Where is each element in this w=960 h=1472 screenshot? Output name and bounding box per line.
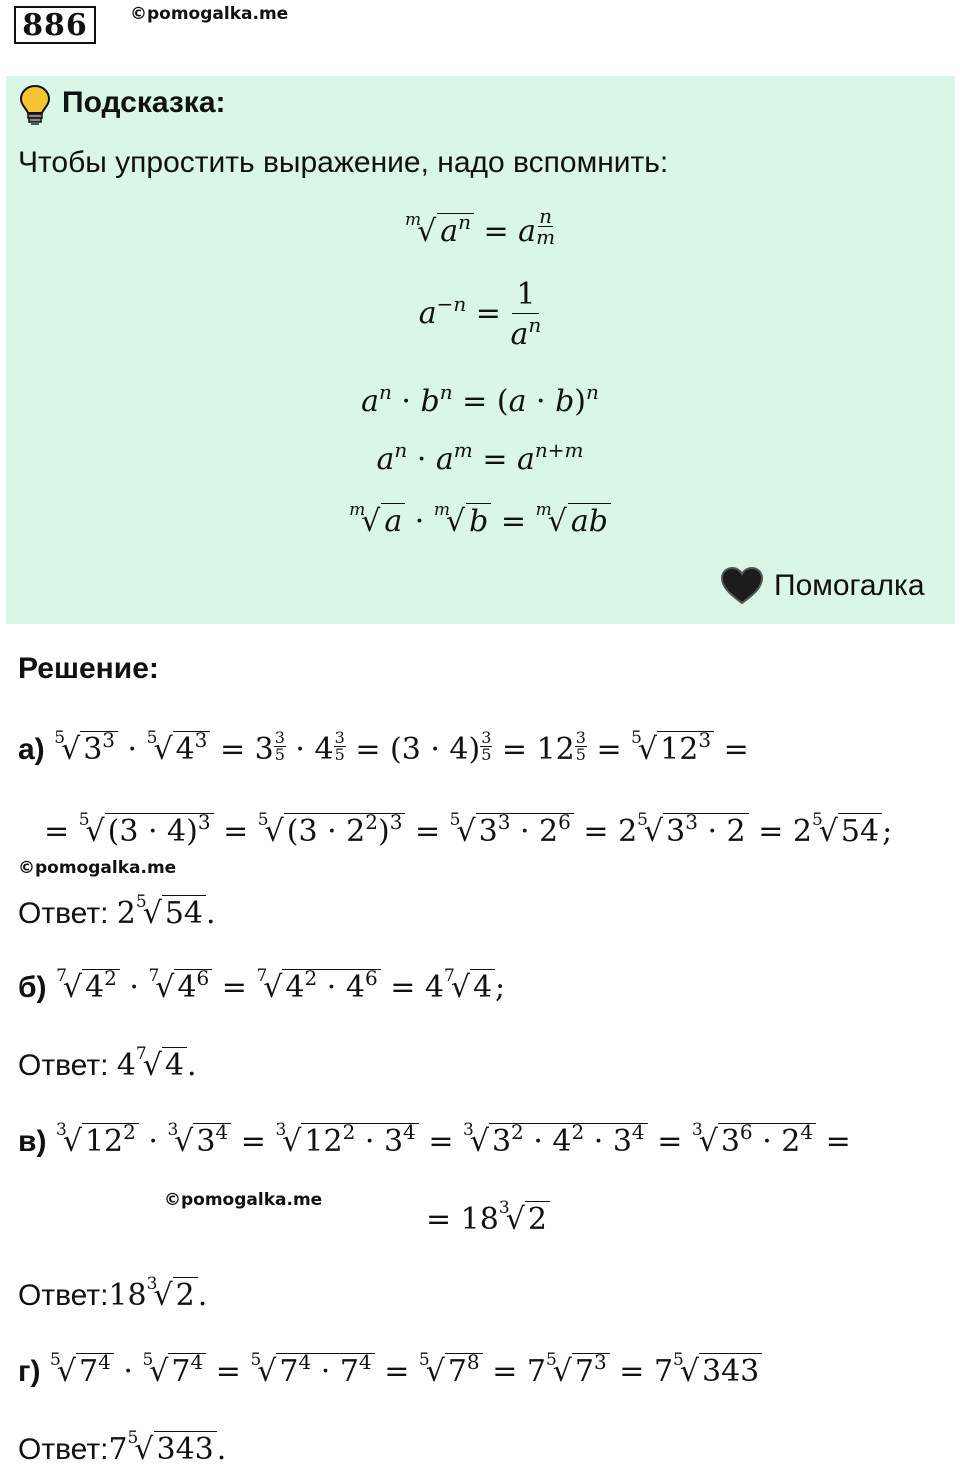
label-g: г) [18, 1355, 41, 1388]
answer-v: $Ответ:18^3√$ 2 . [18, 1274, 208, 1313]
label-v: в) [18, 1125, 47, 1158]
answer-g: $Ответ:7^5√$ 343 . [18, 1428, 227, 1467]
solution-g-line1: г) $^5$√ $7^4 \cdot ^5√$ $7^4 = ^5√$ $7^4 \cdot 7^4 = ^5√$ $7^8 = 7^5√$ $7^3 = 7^5√$ 343 [18, 1350, 762, 1389]
solution-v-line2: = $18^3√$ 2 [426, 1198, 550, 1237]
formula-negative-power: $a^{-n}$ = $\frac{1}{a^n}$ [418, 277, 542, 352]
brand [720, 566, 925, 606]
solution-b-line1: б) $^7$√ $4^2 \cdot ^7√$ $4^6 = ^7√$ $4^2 \cdot 4^6 = 4^7√$ 4 ; [18, 966, 506, 1005]
hint-title: Подсказка: [62, 86, 226, 119]
formula-sum-power: $a^n \cdot a^m = a^{n+m}$ [376, 438, 584, 477]
task-number: 886 [14, 6, 96, 44]
answer-b: Ответ: $4^7√$ 4 . [18, 1044, 197, 1083]
heart-icon [720, 566, 764, 606]
formula-product-power: $a^n \cdot b^n = (a \cdot b)^n$ [361, 380, 599, 419]
hint-text: Чтобы упростить выражение, надо вспомнить: [18, 146, 669, 179]
solution-a-line1: а) $^5$√ $3^3 \cdot ^5√$ $4^3 = 3$ $\frac{3}{5}$ · 4 $\frac{3}{5}$ = (3 · 4) $\frac{3}{5}$ = 12 $\frac{3}{5}$ = $^5$√ $12^3$ = [18, 728, 749, 767]
label-b: б) [18, 971, 47, 1004]
formula-root-product: $^m$√ a · $^m$√ b = $^m$√ ab [0, 500, 960, 539]
watermark-3: ©pomogalka.me [164, 1190, 323, 1210]
watermark-2: ©pomogalka.me [18, 858, 177, 878]
watermark: ©pomogalka.me [130, 4, 289, 24]
lightbulb-icon [18, 84, 52, 131]
solution-title: Решение: [18, 652, 159, 685]
brand-label: Помогалка [774, 569, 925, 602]
answer-a: Ответ: $2^5√$ 54 . [18, 892, 216, 931]
solution-a-line2: = $^5$√ $(3 \cdot 4)^3 = ^5√$ $(3 \cdot 2^2)^3 = ^5√$ $3^3 \cdot 2^6 = 2^5√$ $3^3 \cdot 2 = 2^5√$ 54 ; [44, 810, 893, 849]
formula-root-power: $^m$√ $a^n = a$ $\frac{n}{m}$ [404, 204, 556, 249]
label-a: а) [18, 733, 45, 766]
solution-v-line1: в) $^3$√ $12^2 \cdot ^3√$ $3^4 = ^3√$ $12^2 \cdot 3^4 = ^3√$ $3^2 \cdot 4^2 \cdot 3^4 = ^3√$ $3^6 \cdot 2^4$ = [18, 1120, 851, 1159]
